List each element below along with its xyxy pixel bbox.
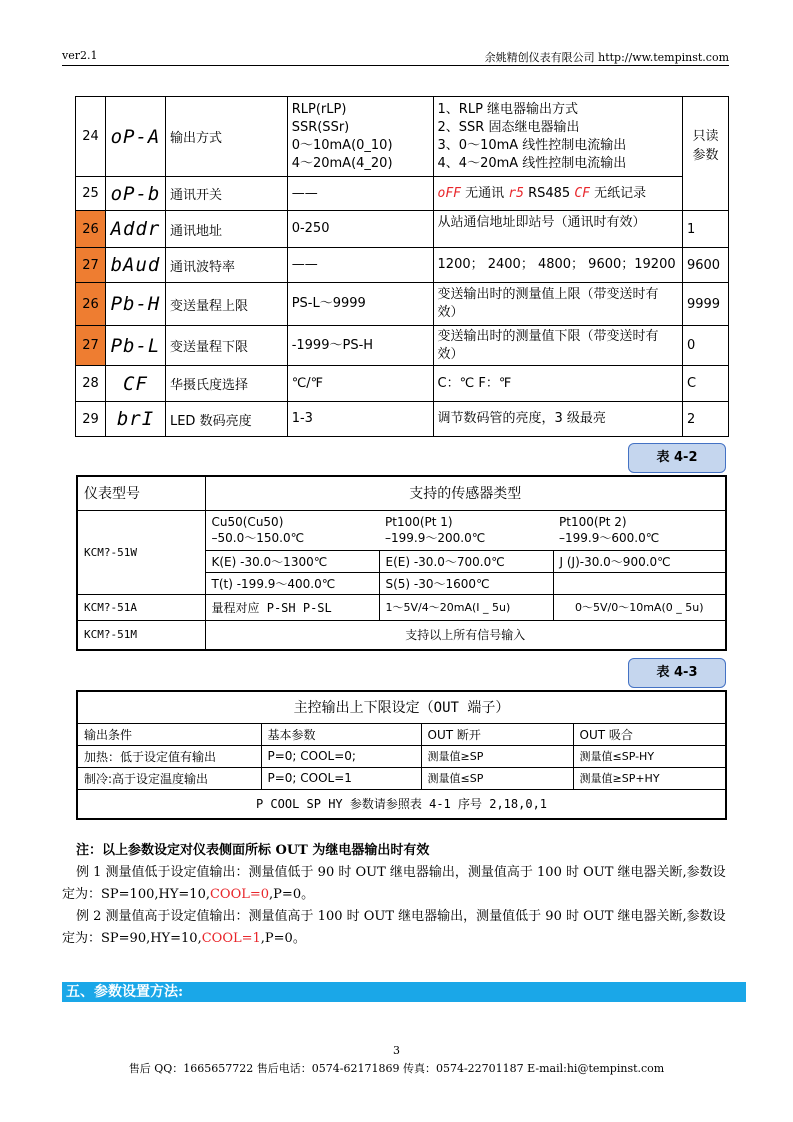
sensor-cell (553, 572, 726, 594)
range-line: RLP(rLP) (291, 101, 347, 117)
param-range: ℃/℉ (287, 366, 433, 402)
param-num: 24 (76, 97, 106, 177)
example-2-end: ,P=0。 (260, 931, 306, 946)
rs-code: r5 (508, 185, 524, 201)
sensor-cell: Pt100(Pt 1) –199.9～200.0℃ (379, 510, 553, 550)
off-code: oFF (437, 185, 462, 201)
table-row (77, 510, 726, 550)
param-value: 只读 参数 (682, 97, 728, 211)
param-name: 变送量程上限 (165, 283, 287, 326)
sensor-cell: T(t) -199.9～400.0℃ (205, 572, 379, 594)
param-range: —— (287, 248, 433, 283)
sensor-cell: Cu50(Cu50) –50.0～150.0℃ (205, 510, 379, 550)
param-range: PS-L～9999 (287, 283, 433, 326)
table-row (77, 789, 726, 819)
parameter-table (75, 96, 729, 437)
sensor-cell: 量程对应 P-SH P-SL (205, 594, 379, 620)
table-row (76, 211, 729, 248)
param-num: 26 (76, 283, 106, 326)
header-divider (62, 65, 729, 66)
param-name: 通讯地址 (165, 211, 287, 248)
param-desc: 调节数码管的亮度，3 级最亮 (433, 402, 682, 437)
page-header (62, 47, 729, 65)
cell: 测量值≥SP (421, 745, 573, 767)
header-cell: OUT 断开 (421, 723, 573, 745)
table-row (76, 283, 729, 326)
notes (62, 840, 745, 950)
cell: 测量值≤SP (421, 767, 573, 789)
sensor-cell: K(E) -30.0～1300℃ (205, 550, 379, 572)
table-row (77, 745, 726, 767)
param-range: 0-250 (287, 211, 433, 248)
example-2-line-1: 例 2 测量值高于设定值输出：测量值高于 100 时 OUT 继电器输出，测量值低于 90 时 OUT 继电器关断,参数设 (76, 909, 726, 924)
sensor-cell: J (J)-30.0～900.0℃ (553, 550, 726, 572)
example-2-line-2 (62, 928, 745, 950)
range-line: 4～20mA(4_20) (291, 155, 393, 171)
param-desc: 变送输出时的测量值上限（带变送时有效） (433, 283, 682, 326)
param-value: 2 (682, 402, 728, 437)
param-code: brI (105, 402, 165, 437)
param-name: 输出方式 (165, 97, 287, 177)
sensor-cell: S(5) -30～1600℃ (379, 572, 553, 594)
param-code: bAud (105, 248, 165, 283)
param-num: 29 (76, 402, 106, 437)
sensor-cell: Pt100(Pt 2) –199.9～600.0℃ (553, 510, 726, 550)
sensor-cell: 支持以上所有信号输入 (205, 620, 726, 650)
example-1-end: ,P=0。 (269, 887, 315, 902)
param-name: 华摄氏度选择 (165, 366, 287, 402)
table-row (76, 402, 729, 437)
param-code: oP-A (105, 97, 165, 177)
param-value: C (682, 366, 728, 402)
example-1-highlight: COOL=0 (209, 887, 270, 902)
param-range: 1-3 (287, 402, 433, 437)
param-code: Addr (105, 211, 165, 248)
desc-line: 4、4～20mA 线性控制电流输出 (437, 155, 627, 171)
cell: 测量值≥SP+HY (573, 767, 726, 789)
param-range: -1999～PS-H (287, 326, 433, 366)
table-row (77, 767, 726, 789)
cell: P=0; COOL=0; (261, 745, 421, 767)
example-1-line-2 (62, 884, 745, 906)
param-code: CF (105, 366, 165, 402)
table-4-3-tag: 表 4-3 (628, 658, 726, 688)
range-line: 0～10mA(0_10) (291, 137, 393, 153)
param-num: 25 (76, 177, 106, 211)
sensor-header: 支持的传感器类型 (205, 476, 726, 510)
model-header: 仪表型号 (77, 476, 205, 510)
param-value: 1 (682, 211, 728, 248)
param-desc: 从站通信地址即站号（通讯时有效） (433, 211, 682, 248)
param-range: —— (287, 177, 433, 211)
cf-code: CF (574, 185, 590, 201)
cell: P=0; COOL=1 (261, 767, 421, 789)
table-4-2-tag: 表 4-2 (628, 443, 726, 473)
model-name: KCM?-51M (77, 620, 205, 650)
cell: 加热：低于设定值有输出 (77, 745, 261, 767)
table-row (76, 326, 729, 366)
example-2-text: 定为：SP=90,HY=10, (62, 931, 202, 946)
output-limit-table (76, 690, 727, 820)
table-row (77, 594, 726, 620)
table-row (77, 691, 726, 723)
param-code: Pb-H (105, 283, 165, 326)
param-desc (433, 97, 682, 177)
example-2-highlight: COOL=1 (201, 931, 261, 946)
param-value: 0 (682, 326, 728, 366)
param-range (287, 97, 433, 177)
off-text: 无通讯 (461, 185, 509, 201)
model-name: KCM?-51W (77, 510, 205, 594)
param-num: 28 (76, 366, 106, 402)
model-name: KCM?-51A (77, 594, 205, 620)
table-row (77, 620, 726, 650)
cell: 制冷:高于设定温度输出 (77, 767, 261, 789)
param-value: 9999 (682, 283, 728, 326)
param-value: 9600 (682, 248, 728, 283)
param-name: 通讯波特率 (165, 248, 287, 283)
sensor-cell: 0～5V/0～10mA(0 _ 5u) (553, 594, 726, 620)
table-row (77, 476, 726, 510)
sensor-cell: E(E) -30.0～700.0℃ (379, 550, 553, 572)
param-num: 27 (76, 326, 106, 366)
param-name: 通讯开关 (165, 177, 287, 211)
example-1-line-1: 例 1 测量值低于设定值输出：测量值低于 90 时 OUT 继电器输出，测量值高于 100 时 OUT 继电器关断,参数设 (76, 865, 726, 880)
range-line: SSR(SSr) (291, 119, 350, 135)
cell: 测量值≤SP-HY (573, 745, 726, 767)
version-label: ver2.1 (62, 49, 98, 62)
header-cell: OUT 吸合 (573, 723, 726, 745)
header-cell: 输出条件 (77, 723, 261, 745)
param-name: LED 数码亮度 (165, 402, 287, 437)
cf-text: 无纸记录 (589, 185, 647, 201)
desc-line: 1、RLP 继电器输出方式 (437, 101, 579, 117)
sensor-table (76, 475, 727, 651)
desc-line: 3、0～10mA 线性控制电流输出 (437, 137, 627, 153)
param-desc: C：℃ F：℉ (433, 366, 682, 402)
page-footer: 售后 QQ：1665657722 售后电话：0574-62171869 传真：0574-22701187 E-mail:hi@tempinst.com (128, 1062, 665, 1075)
sensor-cell: 1～5V/4～20mA(I _ 5u) (379, 594, 553, 620)
company-label: 余姚精创仪表有限公司 http://ww.tempinst.com (484, 51, 729, 64)
param-code: oP-b (105, 177, 165, 211)
param-code: Pb-L (105, 326, 165, 366)
example-1-text: 定为：SP=100,HY=10, (62, 887, 210, 902)
param-desc: 1200； 2400； 4800； 9600；19200 (433, 248, 682, 283)
param-num: 26 (76, 211, 106, 248)
table-row (77, 723, 726, 745)
table-row (76, 177, 729, 211)
page-number: 3 (393, 1044, 400, 1057)
param-desc: 变送输出时的测量值下限（带变送时有效） (433, 326, 682, 366)
table-footer: P COOL SP HY 参数请参照表 4-1 序号 2,18,0,1 (77, 789, 726, 819)
param-desc (433, 177, 682, 211)
table-title: 主控输出上下限设定（OUT 端子） (77, 691, 726, 723)
param-num: 27 (76, 248, 106, 283)
param-name: 变送量程下限 (165, 326, 287, 366)
note-heading: 注：以上参数设定对仪表侧面所标 OUT 为继电器输出时有效 (76, 843, 430, 858)
header-cell: 基本参数 (261, 723, 421, 745)
table-row (76, 97, 729, 177)
table-row (76, 248, 729, 283)
rs-text: RS485 (523, 185, 575, 201)
desc-line: 2、SSR 固态继电器输出 (437, 119, 580, 135)
table-row (76, 366, 729, 402)
section-title: 五、参数设置方法: (62, 982, 746, 1002)
